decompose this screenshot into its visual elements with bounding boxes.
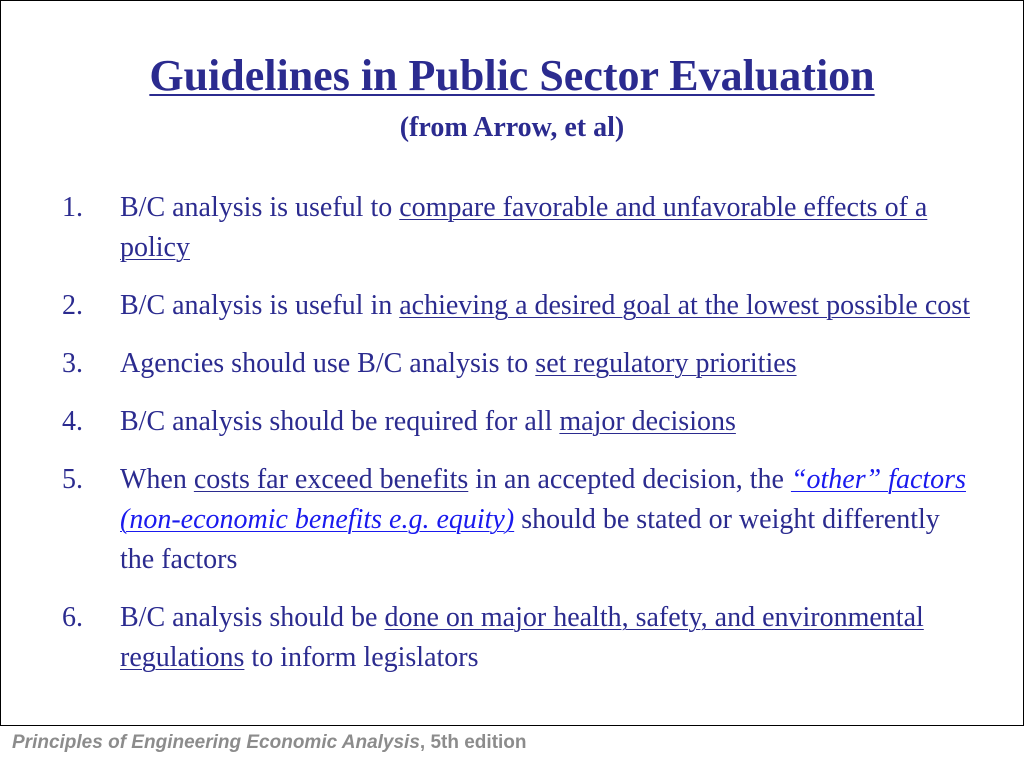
item-number: 1. (62, 192, 83, 223)
guideline-item-2 (0, 286, 1024, 326)
item-text: When (120, 464, 194, 495)
footer-citation (12, 730, 527, 756)
guideline-item-5 (0, 460, 1024, 580)
underlined-phrase: major decisions (559, 406, 736, 437)
underlined-phrase: costs far exceed benefits (193, 464, 469, 495)
item-text: should be stated or weight differently the factors (120, 504, 940, 575)
slide-subtitle: (from Arrow, et al) (399, 112, 625, 143)
italic-link-phrase[interactable]: “other” factors (non-economic benefits e.g. equity) (120, 464, 966, 535)
item-number: 3. (62, 348, 83, 379)
item-number: 6. (62, 602, 83, 633)
slide-title: Guidelines in Public Sector Evaluation (149, 51, 875, 100)
item-text: to inform legislators (244, 642, 479, 673)
item-number: 5. (62, 464, 83, 495)
item-text: B/C analysis is useful in (120, 290, 400, 321)
item-text: Agencies should use B/C analysis to (120, 348, 536, 379)
footer-edition: , 5th edition (419, 732, 527, 753)
item-text: B/C analysis should be required for all (120, 406, 560, 437)
footer-book-title: Principles of Engineering Economic Analysis (12, 732, 420, 753)
guidelines-list (0, 188, 1024, 678)
item-number: 2. (62, 290, 83, 321)
item-text: B/C analysis should be (120, 602, 385, 633)
guideline-item-4 (0, 402, 1024, 442)
guideline-item-3 (0, 344, 1024, 384)
guideline-item-1 (0, 188, 1024, 268)
item-number: 4. (62, 406, 83, 437)
underlined-phrase: compare favorable and unfavorable effects of a policy (120, 192, 928, 263)
underlined-phrase: done on major health, safety, and environmental regulations (120, 602, 924, 673)
item-text: B/C analysis is useful to (120, 192, 400, 223)
underlined-phrase: set regulatory priorities (535, 348, 797, 379)
guideline-item-6 (0, 598, 1024, 678)
underlined-phrase: achieving a desired goal at the lowest possible cost (399, 290, 970, 321)
item-text: in an accepted decision, the (468, 464, 791, 495)
